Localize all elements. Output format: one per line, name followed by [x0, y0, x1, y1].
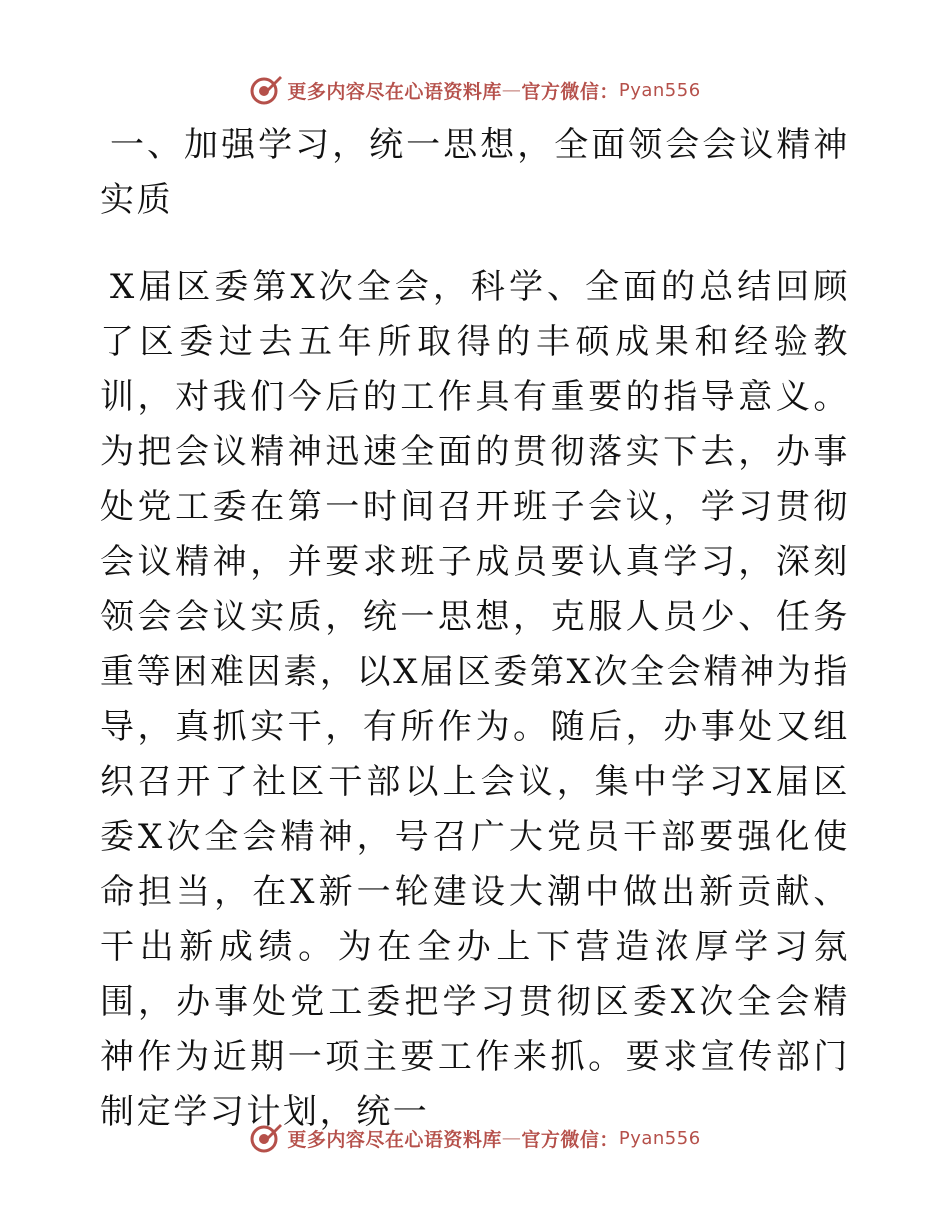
section-heading: 一、加强学习，统一思想，全面领会会议精神实质 [100, 125, 850, 220]
brush-logo-icon [249, 1121, 283, 1155]
header-watermark [0, 70, 950, 110]
brush-logo-icon [249, 73, 283, 107]
body-paragraph: X届区委第X次全会，科学、全面的总结回顾了区委过去五年所取得的丰硕成果和经验教训，对我们今后的工作具有重要的指导意义。为把会议精神迅速全面的贯彻落实下去，办事处党工委在第一时间召开班子会议，学习贯彻会议精神，并要求班子成员要认真学习，深刻领会会议实质，统一思想，克服人员少、任务重等困难因素，以X届区委第X次全会精神为指导，真抓实干，有所作为。随后，办事处又组织召开了社区干部以上会议，集中学习X届区委X次全会精神，号召广大党员干部要强化使命担当，在X新一轮建设大潮中做出新贡献、干出新成绩。为在全办上下营造浓厚学习氛围，办事处党工委把学习贯彻区委X次全会精神作为近期一项主要工作来抓。要求宣传部门制定学习计划，统一 [100, 267, 850, 1132]
watermark-wechat-id: Pyan556 [618, 79, 701, 101]
footer-watermark [0, 1118, 950, 1158]
watermark-brand: 更多内容尽在心语资料库 [287, 1128, 502, 1151]
watermark-dash: — [501, 79, 522, 101]
watermark-dash: — [501, 1127, 522, 1149]
watermark-brand: 更多内容尽在心语资料库 [287, 80, 502, 103]
document-body [100, 118, 850, 1140]
watermark-wechat-id: Pyan556 [618, 1127, 701, 1149]
watermark-wechat-label: 官方微信： [521, 1128, 619, 1151]
watermark-wechat-label: 官方微信： [521, 80, 619, 103]
